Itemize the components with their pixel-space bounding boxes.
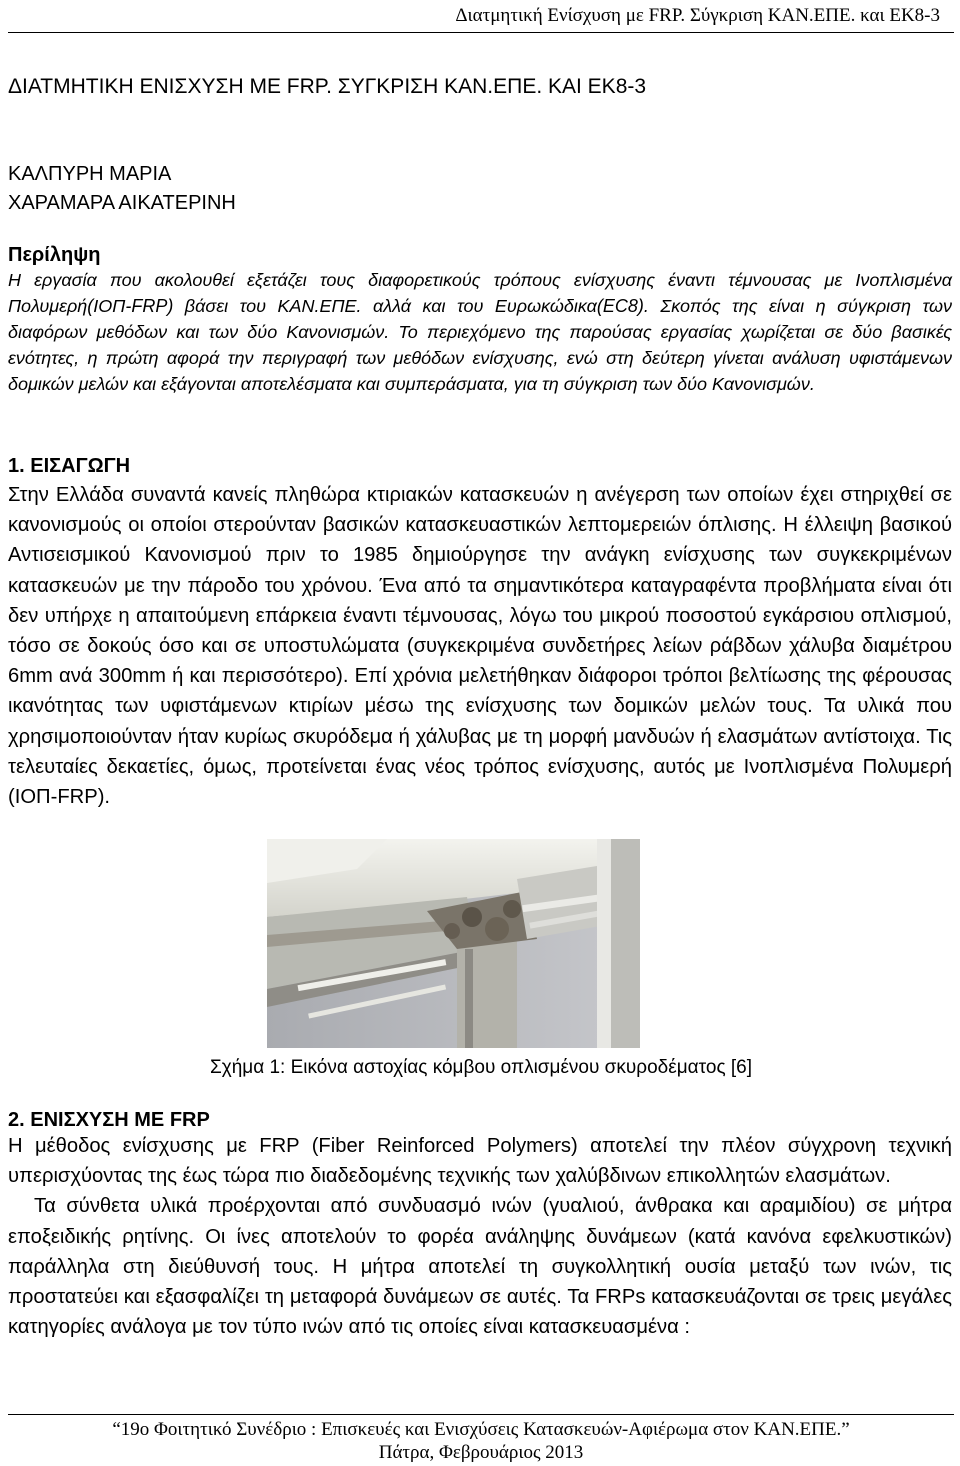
page-footer xyxy=(8,1418,954,1464)
joint-failure-photo-icon xyxy=(267,839,640,1048)
footer-place-date: Πάτρα, Φεβρουάριος 2013 xyxy=(378,1442,584,1463)
paragraph: Η μέθοδος ενίσχυσης με FRP (Fiber Reinforced Polymers) αποτελεί την πλέον σύγχρονη τεχνική υπερισχύοντας της έως τώρα πιο διαδεδομένης τεχνικής των χαλύβδινων επικολλητών ελασμάτων. xyxy=(8,1135,952,1188)
running-header: Διατμητική Ενίσχυση με FRP. Σύγκριση ΚΑΝ.ΕΠΕ. και ΕΚ8-3 xyxy=(455,5,940,26)
abstract-heading: Περίληψη xyxy=(8,244,101,266)
section-text-introduction: Στην Ελλάδα συναντά κανείς πληθώρα κτιριακών κατασκευών η ανέγερση των οποίων έχει στηριχθεί σε κανονισμούς οι οποίοι στερούνταν βασικών κατασκευαστικών λεπτομερειών όπλισης. Η έλλειψη βασικού Αντισεισμικού Κανονισμού πριν το 1985 δημιούργησε την ανάγκη ενίσχυσης των συγκεκριμένων κατασκευών με την πάροδο του χρόνου. Ένα από τα σημαντικότερα καταγραφέντα προβλήματα είναι ότι δεν υπήρχε η απαιτούμενη επάρκεια έναντι τέμνουσας, λόγω του μικρού ποσοστού εγκάρσιου οπλισμού, τόσο σε δοκούς όσο και σε υποστυλώματα (συγκεκριμένα συνδετήρες λείων ράβδων χάλυβα διαμέτρου 6mm ανά 300mm ή και περισσότερο). Επί χρόνια μελετήθηκαν διάφοροι τρόποι βελτίωσης της φέρουσας ικανότητας των υφιστάμενων κτιρίων μέσω της ενίσχυσης των δομικών μελών τους. Τα υλικά που χρησιμοποιούνταν ήταν κυρίως σκυρόδεμα ή χάλυβας με τη μορφή μανδυών ή ελασμάτων αντίστοιχα. Τις τελευταίες δεκαετίες, όμως, προτείνεται ένας νέος τρόπος ενίσχυσης, αυτός με Ινοπλισμένα Πολυμερή (ΙΟΠ-FRP). xyxy=(8,484,952,809)
author-list xyxy=(8,160,236,218)
footer-conference: “19ο Φοιτητικό Συνέδριο : Επισκευές και Ενισχύσεις Κατασκευών-Αφιέρωμα στον ΚΑΝ.ΕΠΕ.” xyxy=(112,1419,850,1440)
author-name: ΚΑΛΠΥΡΗ ΜΑΡΙΑ xyxy=(8,163,172,185)
section-text-frp xyxy=(8,1131,952,1342)
header-rule xyxy=(8,32,954,33)
footer-rule xyxy=(8,1414,954,1415)
figure-photo-joint-failure xyxy=(267,839,640,1048)
author-name: ΧΑΡΑΜΑΡΑ ΑΙΚΑΤΕΡΙΝΗ xyxy=(8,192,236,214)
section-heading-frp: 2. ΕΝΙΣΧΥΣΗ ΜΕ FRP xyxy=(8,1109,210,1131)
figure-caption: Σχήμα 1: Εικόνα αστοχίας κόμβου οπλισμένου σκυροδέματος [6] xyxy=(209,1057,753,1078)
abstract-text: Η εργασία που ακολουθεί εξετάζει τους διαφορετικούς τρόπους ενίσχυσης έναντι τέμνουσας με Ινοπλισμένα Πολυμερή(ΙΟΠ-FRP) βάσει του ΚΑΝ.ΕΠΕ. αλλά και του Ευρωκώδικα(EC8). Σκοπός της είναι η σύγκριση των διαφόρων μεθόδων και των δύο Κανονισμών. Το περιεχόμενο της παρούσας εργασίας χωρίζεται σε δύο βασικές ενότητες, η πρώτη αφορά την περιγραφή των μεθόδων ενίσχυσης, ενώ στη δεύτερη γίνεται ανάλυση υφιστάμενων δομικών μελών και εξάγονται αποτελέσματα και συμπεράσματα, για τη σύγκριση των δύο Κανονισμών. xyxy=(8,270,952,395)
section-heading-introduction: 1. ΕΙΣΑΓΩΓΗ xyxy=(8,455,131,477)
paragraph: Τα σύνθετα υλικά προέρχονται από συνδυασμό ινών (γυαλιού, άνθρακα και αραμιδίου) σε μήτρα εποξειδικής ρητίνης. Οι ίνες αποτελούν το φορέα ανάληψης δυνάμεων (κατά κανόνα εφελκυστικών) παράλληλα στη διεύθυνσή τους. Η μήτρα αποτελεί τη συγκολλητική ουσία μεταξύ των ινών, τις προστατεύει και εξασφαλίζει τη μεταφορά δυνάμεων σε αυτές. Τα FRPs κατασκευάζονται σε τρεις μεγάλες κατηγορίες ανάλογα με τον τύπο ινών από τις οποίες είναι κατασκευασμένα : xyxy=(8,1195,952,1339)
paper-page xyxy=(8,0,954,1466)
paper-title: ΔΙΑΤΜΗΤΙΚΗ ΕΝΙΣΧΥΣΗ ΜΕ FRP. ΣΥΓΚΡΙΣΗ ΚΑΝ.ΕΠΕ. ΚΑΙ ΕΚ8-3 xyxy=(8,75,647,98)
